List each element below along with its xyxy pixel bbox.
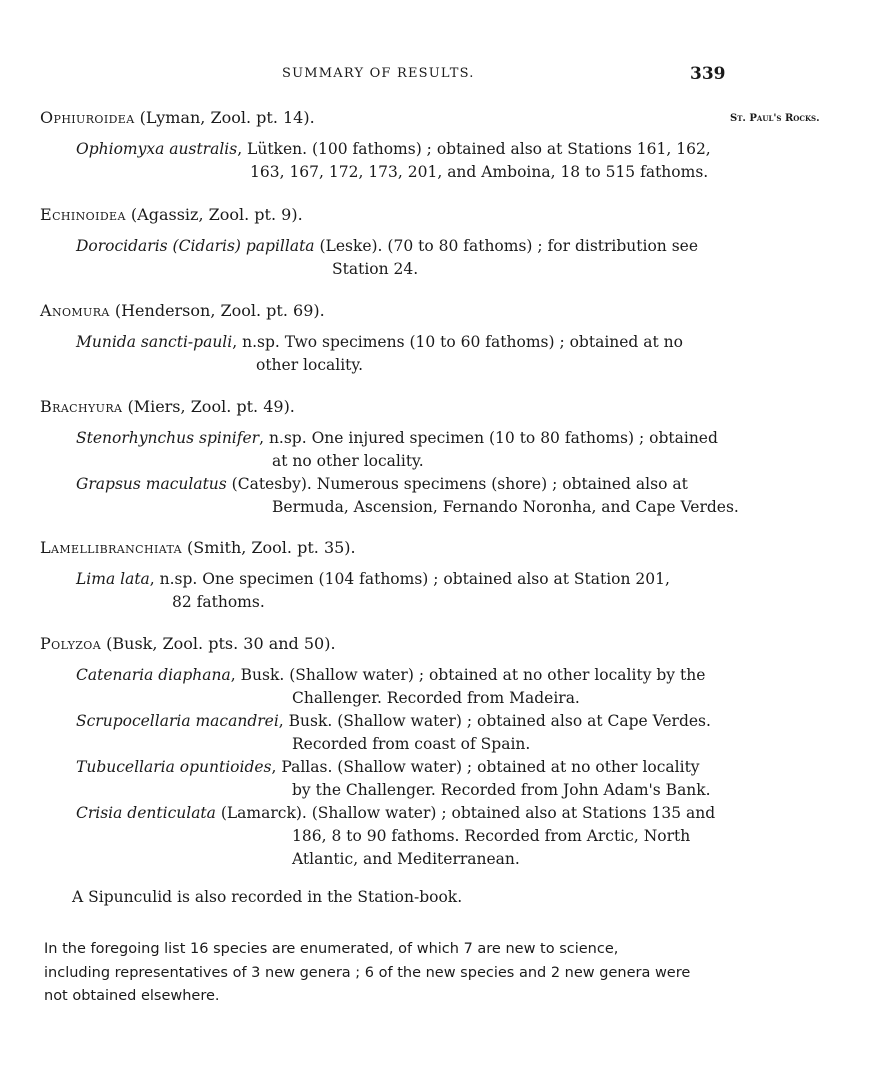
group-reference: (Smith, Zool. pt. 35). [181, 538, 356, 557]
group-lamellibranchiata [40, 536, 730, 614]
entry-line [76, 235, 730, 258]
group-reference: (Busk, Zool. pts. 30 and 50). [101, 634, 336, 653]
group-anomura [40, 299, 730, 377]
group-name: Echinoidea [40, 205, 126, 224]
species-entry [76, 427, 730, 473]
side-note-text: St. Paul's Rocks. [730, 113, 820, 124]
group-name: Ophiuroidea [40, 108, 135, 127]
entry-continuation: at no other locality. [272, 452, 424, 470]
group-name: Anomura [40, 301, 110, 320]
side-note [730, 113, 820, 124]
group-reference: (Agassiz, Zool. pt. 9). [125, 205, 303, 224]
group-echinoidea [40, 203, 730, 281]
group-reference: (Lyman, Zool. pt. 14). [134, 108, 315, 127]
entry-text: (Catesby). Numerous specimens (shore) ; obtained also at [226, 475, 688, 493]
running-title: SUMMARY OF RESULTS. [282, 66, 475, 81]
entry-text: , Lütken. (100 fathoms) ; obtained also at Stations 161, 162, [237, 140, 711, 158]
entry-continuation: by the Challenger. Recorded from John Adam's Bank. [292, 781, 711, 799]
entry-continuation: Recorded from coast of Spain. [292, 735, 531, 753]
entry-text: (Lamarck). (Shallow water) ; obtained also at Stations 135 and [215, 804, 716, 822]
species-name: Stenorhynchus spinifer [76, 429, 260, 447]
group-polyzoa [40, 632, 730, 871]
group-heading [40, 395, 730, 418]
species-name: Scrupocellaria macandrei [76, 712, 279, 730]
entry-text: , n.sp. One specimen (104 fathoms) ; obtained also at Station 201, [149, 570, 670, 588]
sipunculid-note: A Sipunculid is also recorded in the Station-book. [72, 888, 463, 906]
group-name: Polyzoa [40, 634, 102, 653]
species-entry [76, 802, 730, 871]
species-entry [76, 235, 730, 281]
entry-line [76, 710, 730, 733]
summary-line: In the foregoing list 16 species are enumerated, of which 7 are new to science, [44, 941, 619, 957]
entry-line [76, 473, 730, 496]
group-brachyura [40, 395, 739, 519]
entry-line [76, 756, 730, 779]
group-reference: (Henderson, Zool. pt. 69). [109, 301, 325, 320]
group-reference: (Miers, Zool. pt. 49). [122, 397, 295, 416]
page-number: 339 [690, 64, 726, 84]
group-ophiuroidea [40, 106, 730, 184]
entry-line [76, 427, 730, 450]
entry-line [76, 138, 730, 161]
entry-text: , Busk. (Shallow water) ; obtained also at Cape Verdes. [278, 712, 711, 730]
species-entry [76, 568, 730, 614]
entry-text: , n.sp. Two specimens (10 to 60 fathoms) ; obtained at no [232, 333, 683, 351]
species-entry [76, 664, 730, 710]
entry-line [76, 331, 730, 354]
group-name: Lamellibranchiata [40, 538, 182, 557]
species-entry [76, 331, 730, 377]
species-name: Crisia denticulata [76, 804, 216, 822]
group-heading [40, 106, 730, 129]
group-heading [40, 299, 730, 322]
entry-continuation: other locality. [256, 356, 364, 374]
species-entry [76, 756, 730, 802]
entry-continuation: Atlantic, and Mediterranean. [292, 850, 520, 868]
entry-text: , Pallas. (Shallow water) ; obtained at no other locality [271, 758, 700, 776]
entry-continuation: Bermuda, Ascension, Fernando Noronha, and Cape Verdes. [272, 498, 739, 516]
entry-text: , Busk. (Shallow water) ; obtained at no other locality by the [230, 666, 706, 684]
entry-text: (Leske). (70 to 80 fathoms) ; for distribution see [314, 237, 699, 255]
summary-paragraph [44, 938, 734, 1009]
summary-line: not obtained elsewhere. [44, 988, 220, 1004]
entry-line [76, 568, 730, 591]
entry-line [76, 664, 730, 687]
species-name: Dorocidaris (Cidaris) papillata [76, 237, 315, 255]
entry-text: , n.sp. One injured specimen (10 to 80 fathoms) ; obtained [259, 429, 718, 447]
summary-line: including representatives of 3 new genera ; 6 of the new species and 2 new genera were [44, 964, 691, 981]
species-name: Catenaria diaphana [76, 666, 231, 684]
group-name: Brachyura [40, 397, 123, 416]
species-name: Ophiomyxa australis [76, 140, 238, 158]
entry-continuation: Challenger. Recorded from Madeira. [292, 689, 580, 707]
species-entry [76, 473, 739, 519]
species-name: Munida sancti-pauli [76, 333, 233, 351]
group-heading [40, 203, 730, 226]
species-name: Tubucellaria opuntioides [76, 758, 272, 776]
entry-continuation: 186, 8 to 90 fathoms. Recorded from Arctic, North [292, 827, 691, 845]
group-heading [40, 632, 730, 655]
entry-line [76, 802, 730, 825]
species-name: Grapsus maculatus [76, 475, 227, 493]
species-entry [76, 710, 730, 756]
species-name: Lima lata [76, 570, 150, 588]
group-heading [40, 536, 730, 559]
entry-continuation: 82 fathoms. [172, 593, 265, 611]
entry-continuation: Station 24. [332, 260, 419, 278]
entry-continuation: 163, 167, 172, 173, 201, and Amboina, 18 to 515 fathoms. [250, 163, 709, 181]
species-entry [76, 138, 730, 184]
